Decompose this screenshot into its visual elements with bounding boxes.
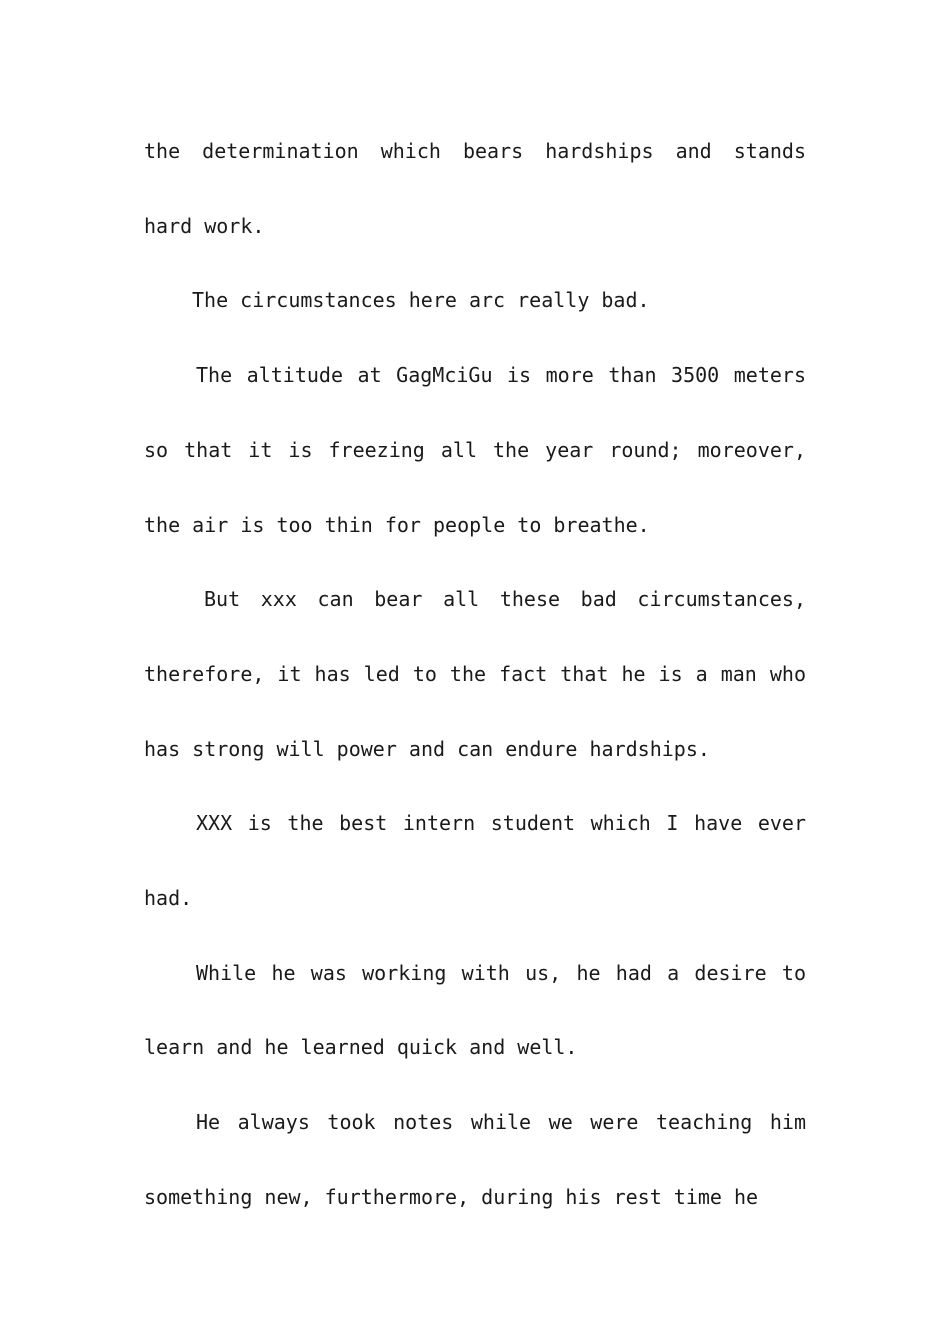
paragraph-circumstances: The circumstances here arc really bad. <box>192 288 650 313</box>
paragraph-endurance: But xxx can bear all these bad circumstances, therefore, it has led to the fact that he is a man who has strong will power and can endure hardships. <box>144 587 806 761</box>
paragraph-altitude: The altitude at GagMciGu is more than 3500 meters so that it is freezing all the year round; moreover, the air is too thin for people to breathe. <box>144 363 806 537</box>
document-body <box>144 114 806 1235</box>
paragraph-desire-to-learn: While he was working with us, he had a desire to learn and he learned quick and well. <box>144 960 806 1060</box>
paragraph-notes: He always took notes while we were teaching him something new, furthermore, during his rest time he <box>144 1110 806 1209</box>
paragraph-best-intern: XXX is the best intern student which I have ever had. <box>144 811 806 911</box>
paragraph-continuation: the determination which bears hardships and stands hard work. <box>144 139 806 238</box>
